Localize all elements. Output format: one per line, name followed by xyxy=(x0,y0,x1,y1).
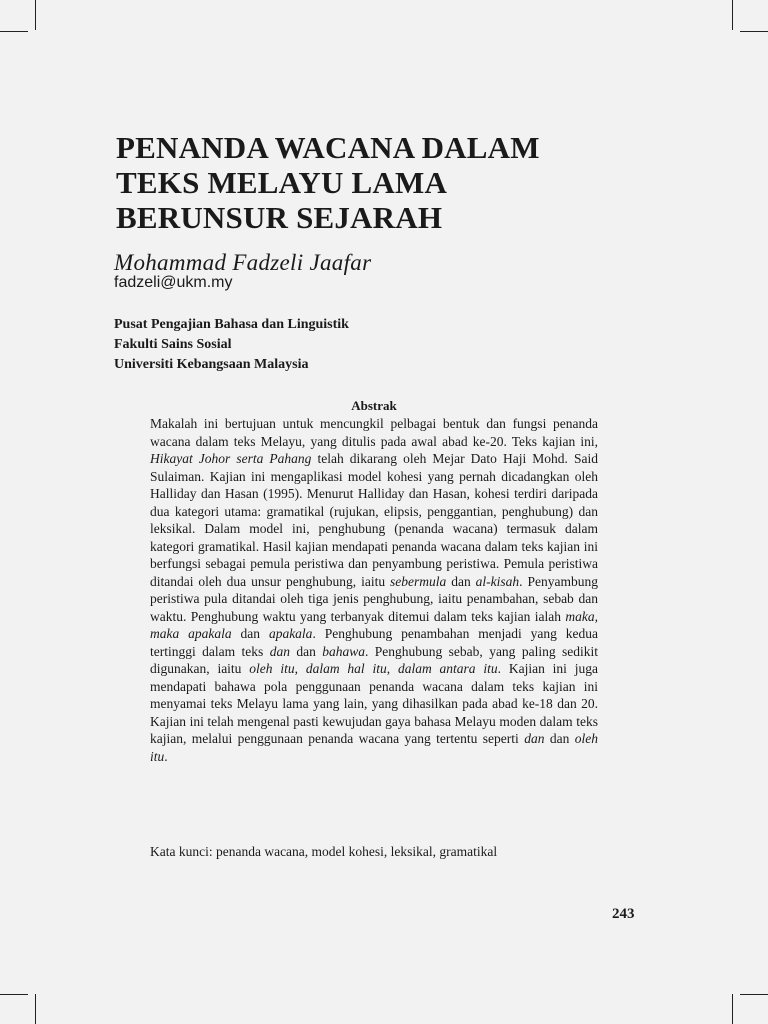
crop-mark-bottom-left-h xyxy=(0,994,28,995)
abstract-italic-run: bahawa xyxy=(322,643,365,659)
keywords: Kata kunci: penanda wacana, model kohesi, leksikal, gramatikal xyxy=(150,844,498,859)
abstract-italic-run: dan xyxy=(524,731,545,746)
abstract-text-run: , xyxy=(386,661,398,676)
abstract-text-run: dan xyxy=(446,573,476,589)
abstract-text-run: telah dikarang oleh Mejar Dato Haji Mohd. Said Sulaiman. Kajian ini mengaplikasi model kohesi yang pernah dicadangkan oleh Halliday dan Hasan (1995). Menurut Halliday dan Hasan, kohesi terdiri daripada dua kategori utama: gramatikal (rujukan, elipsis, penggantian, penghubung) dan leksikal. Dalam model ini, penghubung (penanda wacana) termasuk dalam kategori gramatikal. Hasil kajian mendapati penanda wacana dalam teks kajian ini berfungsi sebagai pemula peristiwa dan penyambung peristiwa. Pemula peristiwa ditandai oleh dua unsur penghubung, iaitu xyxy=(150,451,598,589)
abstract-text-run: . xyxy=(164,748,168,764)
crop-mark-top-right-h xyxy=(740,31,768,32)
abstract-text-run: dan xyxy=(289,643,323,659)
crop-mark-bottom-right xyxy=(732,994,733,1024)
abstract-italic-run: oleh itu xyxy=(150,731,598,764)
abstract-text-run: . Penyambung peristiwa pula ditandai oleh tiga jenis penghubung, iaitu penambahan, sebab dan waktu. Penghubung waktu yang terbanyak ditemui dalam teks kajian ialah xyxy=(150,573,598,624)
crop-mark-bottom-left xyxy=(35,994,36,1024)
abstract-text-run: . Penghubung sebab, yang paling sedikit digunakan, iaitu xyxy=(150,643,598,676)
crop-mark-top-left-h xyxy=(0,31,28,32)
affiliation-line: Pusat Pengajian Bahasa dan Linguistik xyxy=(114,317,349,332)
crop-mark-top-right xyxy=(732,0,733,30)
abstract-italic-run: oleh itu xyxy=(249,661,295,676)
abstract-text-run: . Kajian ini juga mendapati bahawa pola penggunaan penanda wacana dalam teks kajian ini menyamai teks Melayu lama yang lain, yang dihasilkan pada abad ke-18 dan 20. Kajian ini telah mengenal pasti kewujudan gaya bahasa Melayu moden dalam teks kajian, melalui penggunaan penanda wacana yang tertentu seperti xyxy=(150,661,599,746)
abstract-italic-run: dalam antara itu xyxy=(397,661,498,676)
affiliation xyxy=(114,315,349,375)
author-email: fadzeli@ukm.my xyxy=(114,274,233,291)
title-line: BERUNSUR SEJARAH xyxy=(116,200,443,235)
abstract-text-run: . Penghubung penambahan menjadi yang kedua tertinggi dalam teks xyxy=(150,626,598,659)
abstract-italic-run: al-kisah xyxy=(475,573,520,589)
affiliation-line: Fakulti Sains Sosial xyxy=(114,337,232,352)
abstract-italic-run: Hikayat Johor serta Pahang xyxy=(150,451,312,466)
title-line: PENANDA WACANA DALAM xyxy=(116,130,540,165)
abstract-italic-run: apakala xyxy=(268,626,313,641)
page-number: 243 xyxy=(612,906,635,922)
abstract-text-run: dan xyxy=(544,731,575,746)
paper-title xyxy=(116,130,676,235)
abstract-text-run: dan xyxy=(231,626,269,641)
abstract-text-run: , xyxy=(294,661,306,676)
abstract-body xyxy=(150,415,598,765)
title-line: TEKS MELAYU LAMA xyxy=(116,165,448,200)
abstract-italic-run: dalam hal itu xyxy=(305,661,387,676)
crop-mark-top-left xyxy=(35,0,36,30)
abstract-heading: Abstrak xyxy=(351,398,397,413)
abstract-text-run: Makalah ini bertujuan untuk mencungkil pelbagai bentuk dan fungsi penanda wacana dalam teks Melayu, yang ditulis pada awal abad ke-20. Teks kajian ini, xyxy=(150,416,598,449)
crop-mark-bottom-right-h xyxy=(740,994,768,995)
author-name: Mohammad Fadzeli Jaafar xyxy=(114,250,372,275)
abstract-italic-run: maka, maka apakala xyxy=(150,608,598,641)
abstract-italic-run: sebermula xyxy=(390,573,447,589)
abstract-italic-run: dan xyxy=(269,643,290,659)
affiliation-line: Universiti Kebangsaan Malaysia xyxy=(114,357,309,372)
